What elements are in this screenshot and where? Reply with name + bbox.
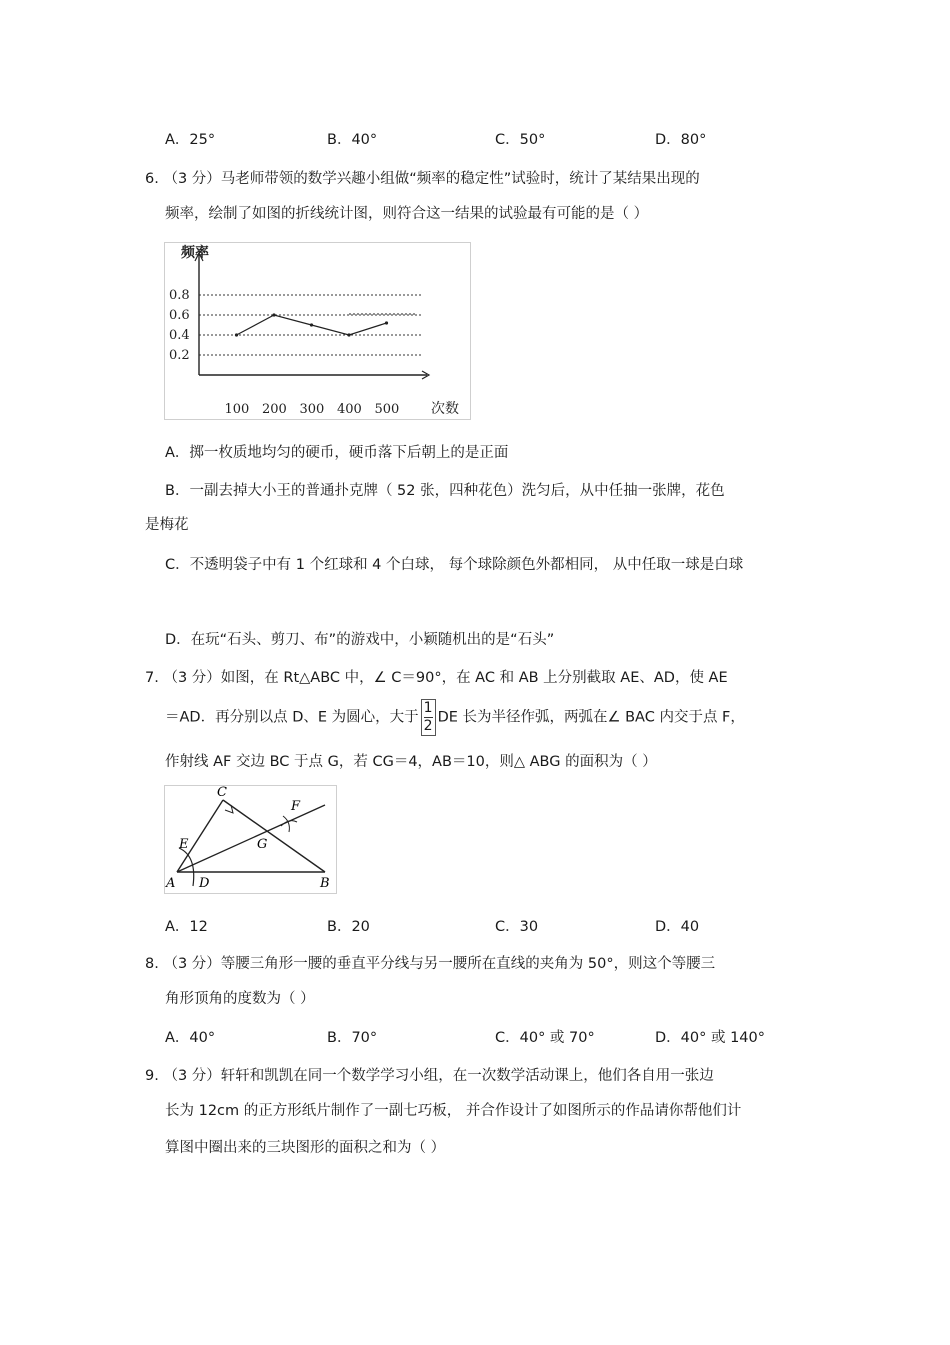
label-a: A (166, 876, 176, 891)
q7-option-c: C．30 (495, 919, 539, 935)
fraction-denominator: 2 (423, 718, 433, 734)
x-tick-label: 400 (337, 402, 362, 417)
q6-option-d: D．在玩“石头、剪刀、布”的游戏中，小颖随机出的是“石头” (165, 632, 555, 648)
q6-line-chart (164, 242, 471, 420)
q7-option-b: B．20 (327, 919, 370, 935)
q7-option-a: A．12 (165, 919, 208, 935)
label-c: C (217, 786, 227, 800)
q5-option-c: C．50° (495, 132, 546, 148)
q7-option-d: D．40 (655, 919, 700, 935)
construction-arc-a (179, 848, 194, 886)
q5-option-d: D．80° (655, 132, 707, 148)
q6-option-a: A．掷一枚质地均匀的硬币，硬币落下后朝上的是正面 (165, 445, 509, 461)
q6-option-c: C．不透明袋子中有 1 个红球和 4 个白球， 每个球除颜色外都相同， 从中任取一球是白球 (165, 557, 744, 573)
data-point (385, 321, 388, 324)
q6-option-b-line1: B．一副去掉大小王的普通扑克牌（ 52 张，四种花色）洗匀后，从中任抽一张牌，花色 (165, 483, 725, 499)
data-point (310, 323, 313, 326)
fraction-numerator: 1 (423, 700, 433, 716)
q9-stem-line1: 9. （3 分）轩轩和凯凯在同一个数学学习小组，在一次数学活动课上，他们各自用一张边 (145, 1068, 714, 1084)
label-e: E (179, 837, 189, 852)
one-half-fraction (421, 699, 436, 736)
right-angle-mark (225, 805, 233, 813)
label-d: D (199, 876, 210, 891)
x-tick-label: 100 (224, 402, 250, 417)
q8-option-d: D．40° 或 140° (655, 1030, 766, 1046)
data-point (235, 333, 238, 336)
q7-stem-line2-pre: ＝AD．再分别以点 D、E 为圆心，大于 (165, 709, 419, 726)
q7-stem-line2-post: DE 长为半径作弧，两弧在∠ BAC 内交于点 F， (437, 709, 745, 726)
q9-stem-line2: 长为 12cm 的正方形纸片制作了一副七巧板， 并合作设计了如图所示的作品请你帮他们计 (165, 1103, 742, 1119)
q8-option-c: C．40° 或 70° (495, 1030, 595, 1046)
q7-geometry-svg (165, 786, 336, 893)
q8-stem-line2: 角形顶角的度数为（ ） (165, 991, 315, 1007)
q6-stem-line2: 频率，绘制了如图的折线统计图，则符合这一结果的试验最有可能的是（ ） (165, 206, 649, 222)
y-tick-label: 0.2 (169, 348, 190, 363)
data-point (272, 313, 275, 316)
label-f: F (291, 799, 301, 814)
q8-option-a: A．40° (165, 1030, 216, 1046)
y-tick-label: 0.6 (169, 308, 190, 323)
x-tick-label: 500 (374, 402, 400, 417)
q7-triangle-figure (164, 785, 337, 894)
segment-cb (223, 800, 325, 872)
x-axis-title: 次数 (431, 401, 459, 417)
q6-option-b-line2: 是梅花 (145, 517, 189, 533)
x-tick-label: 300 (299, 402, 325, 417)
y-tick-label: 0.4 (169, 328, 190, 343)
q9-stem-line3: 算图中圈出来的三块图形的面积之和为（ ） (165, 1140, 446, 1156)
q7-stem-line3: 作射线 AF 交边 BC 于点 G，若 CG＝4，AB＝10，则△ ABG 的面积为（ ） (165, 754, 657, 770)
label-b: B (320, 876, 330, 891)
x-tick-label: 200 (262, 402, 287, 417)
data-point (347, 333, 350, 336)
q8-option-b: B．70° (327, 1030, 378, 1046)
q7-stem-line1: 7. （3 分）如图，在 Rt△ABC 中，∠ C＝90°，在 AC 和 AB 上分别截取 AE、AD，使 AE (145, 670, 728, 686)
q6-stem-line1: 6. （3 分）马老师带领的数学兴趣小组做“频率的稳定性”试验时，统计了某结果出现的 (145, 171, 700, 187)
q8-stem-line1: 8. （3 分）等腰三角形一腰的垂直平分线与另一腰所在直线的夹角为 50°，则这个等腰三 (145, 956, 716, 972)
label-g: G (257, 837, 268, 852)
y-tick-label: 0.8 (169, 288, 190, 303)
q6-chart-svg (165, 243, 470, 419)
y-axis-title: 频率 (181, 245, 209, 261)
q5-option-a: A．25° (165, 132, 216, 148)
q7-stem-line2 (165, 699, 745, 736)
q5-option-b: B．40° (327, 132, 378, 148)
